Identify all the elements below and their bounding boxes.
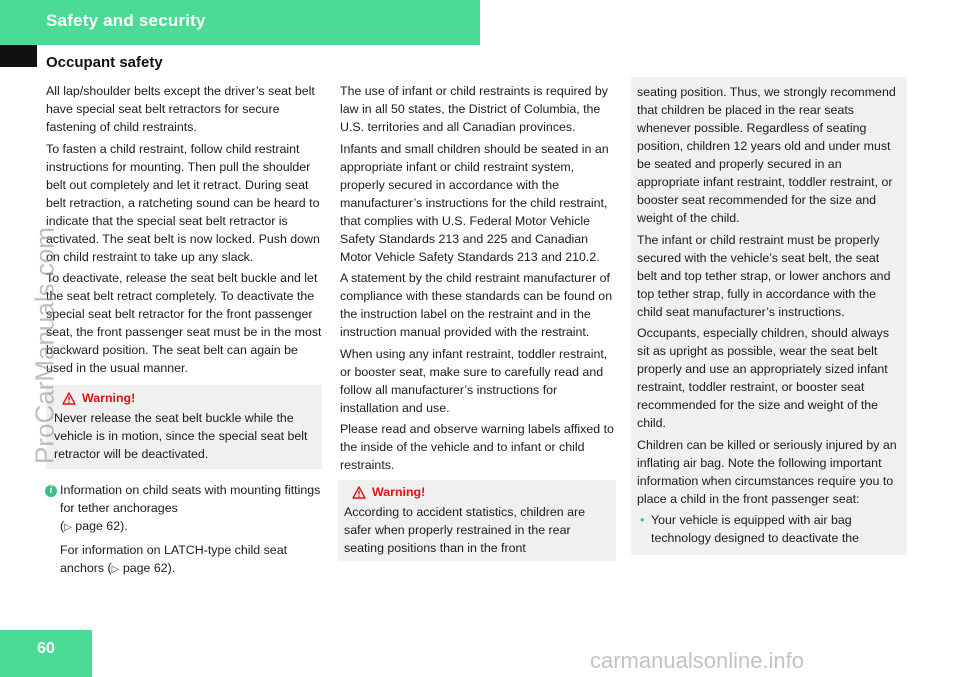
page-number: 60 — [37, 640, 55, 657]
watermark-bottom: carmanualsonline.info — [590, 648, 805, 673]
paragraph: Children can be killed or seriously injured by an inflating air bag. Note the following important information when circumstances require you to place a child in the front passenger seat: — [637, 437, 897, 506]
paragraph: When using any infant restraint, toddler restraint, or booster seat, make sure to carefully read and follow all manufacturer’s instructions for installation and use. — [340, 346, 608, 415]
warning-text: According to accident statistics, children are safer when properly restrained in the rear seating positions than in the front — [344, 505, 586, 555]
paragraph: Please read and observe warning labels affixed to the inside of the vehicle and to infant or child restraints. — [340, 422, 614, 472]
paragraph: Occupants, especially children, should always sit as upright as possible, wear the seat belt properly and use an appropriately sized infant restraint, toddler restraint, or booster seat recommended for the size and weight of the child. — [637, 326, 890, 430]
warning-box-continued — [631, 77, 907, 555]
page-ref-arrow-icon: ▷ — [64, 522, 72, 533]
warning-header — [344, 483, 610, 501]
paragraph: To deactivate, release the seat belt buckle and let the seat belt retract completely. To deactivate the special seat belt retractor for the front passenger seat, the front passenger seat must be in the most backward position. The seat belt can again be used in the usual manner. — [46, 271, 322, 375]
column-1 — [46, 82, 322, 582]
warning-triangle-icon — [62, 392, 76, 405]
warning-box — [338, 480, 616, 561]
info-note: i Information on child seats with mounting fittings for tether anchorages (▷ page 62). For information on LATCH-type child seat anchors (▷ page 62). — [46, 481, 322, 579]
watermark-left: ProCarManuals.com — [29, 227, 60, 464]
column-3 — [637, 85, 901, 555]
warning-triangle-icon — [352, 486, 366, 499]
paragraph: A statement by the child restraint manufacturer of compliance with these standards can be found on the instruction label on the restraint and in the instruction manual provided with the restraint. — [340, 271, 613, 339]
paragraph: The use of infant or child restraints is required by law in all 50 states, the District of Columbia, the U.S. territories and all Canadian provinces. — [340, 84, 608, 134]
page-reference[interactable]: page 62). — [75, 519, 128, 533]
paragraph: The infant or child restraint must be properly secured with the vehicle’s seat belt, the seat belt and top tether strap, or lower anchors and top tether strap, fully in accordance with the child seat manufacturer’s instructions. — [637, 232, 891, 319]
warning-title: Warning! — [82, 391, 136, 405]
info-text: Information on child seats with mounting fittings for tether anchorages — [60, 483, 321, 515]
info-text: For information on LATCH-type child seat anchors ( — [60, 542, 288, 575]
warning-title: Warning! — [372, 485, 426, 499]
paragraph: seating position. Thus, we strongly recommend that children be placed in the rear seats whenever possible. Regardless of seating position, children 12 years old and under must be seated and properly secured in an appropriate infant restraint, toddler restraint, or booster seat recommended for the size and weight of the child. — [637, 85, 896, 225]
warning-header — [54, 389, 316, 407]
page-ref-arrow-icon: ▷ — [111, 563, 120, 575]
info-icon: i — [45, 485, 57, 497]
page-reference[interactable]: page 62). — [122, 560, 176, 575]
paragraph: Infants and small children should be seated in an appropriate infant or child restraint system, properly secured in accordance with the manufacturer’s instructions for the child restraint, that complies with U.S. Federal Motor Vehicle Safety Standards 213 and 225 and Canadian Motor Vehicle Safety Standards 213 and 210.2. — [340, 141, 609, 264]
paragraph: All lap/shoulder belts except the driver’s seat belt have special seat belt retractors for secure fastening of child restraints. — [46, 84, 315, 134]
warning-box — [46, 385, 322, 469]
warning-text: Never release the seat belt buckle while the vehicle is in motion, since the special seat belt retractor will be deactivated. — [54, 411, 308, 461]
bullet-item: • Your vehicle is equipped with air bag technology designed to deactivate the — [637, 511, 901, 547]
section-marker — [0, 45, 37, 67]
paragraph: To fasten a child restraint, follow child restraint instructions for mounting. Then pull the shoulder belt out completely and let it retract. During seat belt retraction, a ratcheting sound can be heard to indicate that the special seat belt retractor is activated. The seat belt is now locked. Push down on child restraint to take up any slack. — [46, 141, 320, 264]
section-title: Occupant safety — [46, 54, 163, 71]
chapter-title: Safety and security — [46, 11, 206, 30]
column-2 — [340, 82, 616, 561]
